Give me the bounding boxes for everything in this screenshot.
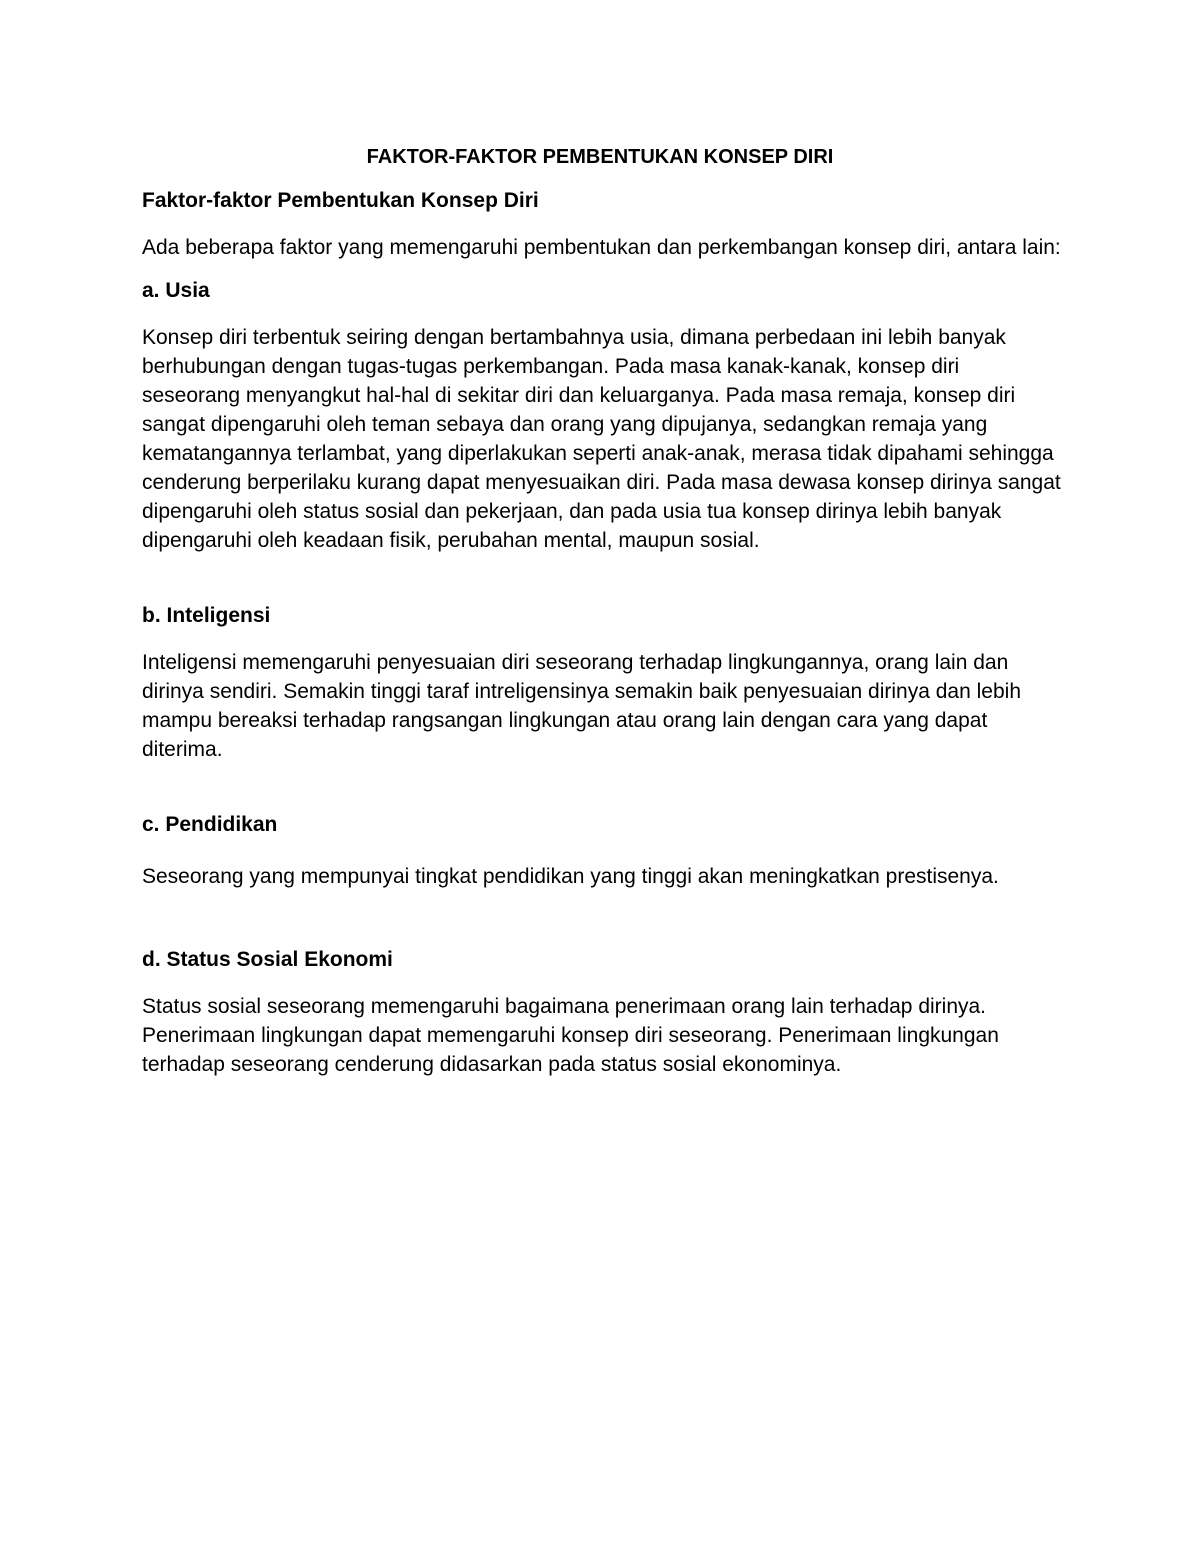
document-subtitle: Faktor-faktor Pembentukan Konsep Diri	[142, 189, 539, 212]
section-paragraph: Seseorang yang mempunyai tingkat pendidikan yang tinggi akan meningkatkan prestisenya.	[142, 865, 999, 888]
section-pendidikan	[142, 812, 1062, 899]
section-inteligensi	[142, 603, 1062, 764]
section-paragraph: Konsep diri terbentuk seiring dengan bertambahnya usia, dimana perbedaan ini lebih banyak berhubungan dengan tugas-tugas perkembangan. Pada masa kanak-kanak, konsep diri seseorang menyangkut hal-hal di sekitar diri dan keluarganya. Pada masa remaja, konsep diri sangat dipengaruhi oleh teman sebaya dan orang yang dipujanya, sedangkan remaja yang kematangannya terlambat, yang diperlakukan seperti anak-anak, merasa tidak dipahami sehingga cenderung berperilaku kurang dapat menyesuaikan diri. Pada masa dewasa konsep dirinya sangat dipengaruhi oleh status sosial dan pekerjaan, dan pada usia tua konsep dirinya lebih banyak dipengaruhi oleh keadaan fisik, perubahan mental, maupun sosial.	[142, 326, 1061, 552]
document-body	[142, 188, 1062, 1079]
section-heading: a. Usia	[142, 279, 210, 302]
section-heading: b. Inteligensi	[142, 604, 271, 627]
section-paragraph: Inteligensi memengaruhi penyesuaian diri seseorang terhadap lingkungannya, orang lain dan dirinya sendiri. Semakin tinggi taraf intreligensinya semakin baik penyesuaian dirinya dan lebih mampu bereaksi terhadap rangsangan lingkungan atau orang lain dengan cara yang dapat diterima.	[142, 651, 1021, 761]
section-usia	[142, 278, 1062, 555]
section-heading: c. Pendidikan	[142, 813, 278, 836]
document-title: FAKTOR-FAKTOR PEMBENTUKAN KONSEP DIRI	[366, 146, 834, 168]
section-heading: d. Status Sosial Ekonomi	[142, 948, 393, 971]
section-status-sosial-ekonomi	[142, 947, 1062, 1079]
intro-paragraph: Ada beberapa faktor yang memengaruhi pembentukan dan perkembangan konsep diri, antara lain:	[142, 236, 1061, 259]
section-paragraph: Status sosial seseorang memengaruhi bagaimana penerimaan orang lain terhadap dirinya. Penerimaan lingkungan dapat memengaruhi konsep diri seseorang. Penerimaan lingkungan terhadap seseorang cenderung didasarkan pada status sosial ekonominya.	[142, 995, 999, 1076]
